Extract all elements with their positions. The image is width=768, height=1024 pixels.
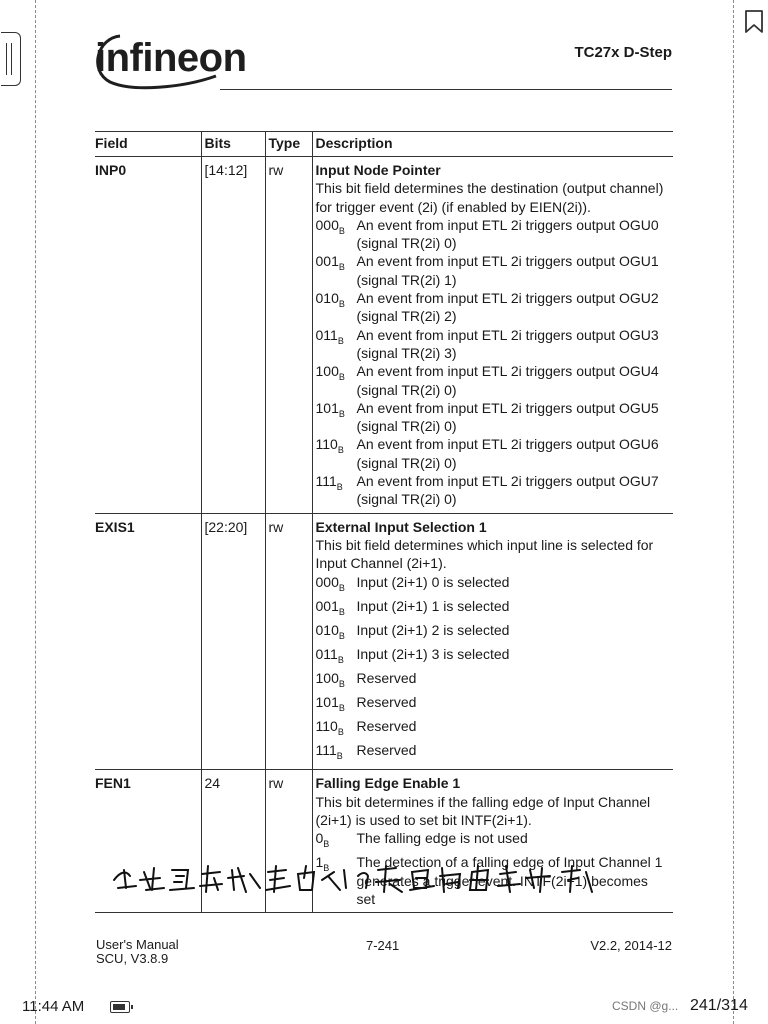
option-item [316, 741, 671, 765]
option-code-value: 1 [315, 854, 324, 871]
field-name-cell: FEN1 [95, 770, 201, 913]
document-title: TC27x D-Step [574, 44, 672, 61]
option-code [316, 435, 357, 472]
description-text: This bit field determines which input line is selected for Input Channel (2i+1). [315, 536, 654, 572]
table-row [95, 157, 673, 514]
option-item [316, 645, 671, 669]
option-code [316, 621, 357, 645]
option-text: The detection of a falling edge of Input Channel 1 generates a trigger event. INTF(2i+1) becomes set [356, 854, 663, 907]
description-text: This bit field determines the destination (output channel) for trigger event (2i) (if enabled by EIEN(2i)). [315, 180, 664, 215]
option-code-value: 101 [315, 399, 339, 416]
option-code-value: 001 [315, 597, 339, 614]
status-time: 11:44 AM [22, 998, 85, 1015]
option-code-value: 010 [315, 621, 339, 638]
option-code-radix: B [338, 582, 345, 593]
option-code-value: 001 [315, 253, 339, 270]
option-item [316, 435, 671, 472]
option-code [316, 741, 357, 765]
option-code-radix: B [337, 654, 344, 665]
option-text: The falling edge is not used [356, 830, 528, 847]
option-code-radix: B [338, 606, 345, 617]
col-header-bits: Bits [201, 132, 265, 157]
header-divider [220, 89, 672, 90]
footer-page-number: 7-241 [366, 938, 400, 953]
col-header-type: Type [265, 132, 312, 157]
page-counter[interactable]: 241/314 [690, 997, 748, 1014]
option-code-radix: B [338, 372, 345, 383]
option-code-value: 100 [315, 363, 339, 380]
option-code-radix: B [338, 225, 345, 236]
option-text: Input (2i+1) 3 is selected [356, 645, 510, 662]
description-text: This bit determines if the falling edge of Input Channel (2i+1) is used to set bit INTF(2i+1). [315, 793, 651, 828]
option-code-radix: B [338, 262, 345, 273]
option-text: An event from input ETL 2i triggers output OGU3 (signal TR(2i) 3) [356, 326, 659, 361]
option-code-value: 011 [315, 326, 338, 343]
option-code-value: 011 [315, 645, 338, 662]
bits-cell: [22:20] [201, 513, 265, 770]
option-code-radix: B [323, 863, 330, 874]
option-code [316, 693, 357, 717]
option-code [316, 399, 357, 436]
company-logo: infineon [95, 36, 247, 80]
option-code-value: 000 [315, 216, 339, 233]
footer-module: SCU, V3.8.9 [96, 951, 169, 966]
option-code-radix: B [336, 750, 343, 761]
option-item [316, 252, 671, 289]
option-code [316, 362, 357, 399]
option-code-value: 0 [315, 830, 324, 847]
description-title: Falling Edge Enable 1 [315, 775, 461, 792]
option-item [316, 399, 671, 436]
field-name-cell: EXIS1 [95, 513, 201, 770]
type-cell: rw [265, 770, 312, 913]
page-margin-right [733, 0, 734, 1024]
option-item [316, 472, 671, 509]
option-code-radix: B [338, 702, 345, 713]
option-code-value: 101 [315, 694, 339, 710]
option-text: An event from input ETL 2i triggers output OGU2 (signal TR(2i) 2) [356, 290, 659, 325]
option-text: Reserved [356, 694, 417, 710]
option-code [316, 216, 357, 253]
option-code-radix: B [338, 408, 345, 419]
description-title: Input Node Pointer [315, 162, 441, 178]
option-item [316, 669, 671, 693]
option-text: Input (2i+1) 2 is selected [356, 621, 510, 638]
option-code [316, 252, 357, 289]
option-code-value: 111 [315, 473, 337, 490]
option-code [316, 717, 357, 741]
option-text: Input (2i+1) 0 is selected [356, 573, 510, 590]
footer-manual: User's Manual [96, 937, 179, 952]
option-code-radix: B [338, 298, 345, 309]
watermark: CSDN @g... [612, 999, 679, 1013]
option-item [316, 597, 671, 621]
bookmark-icon[interactable] [744, 10, 764, 39]
battery-icon [110, 1001, 130, 1013]
field-name-cell: INP0 [95, 157, 201, 514]
option-code-value: 100 [315, 669, 339, 686]
option-item [316, 717, 671, 741]
option-text: An event from input ETL 2i triggers output OGU5 (signal TR(2i) 0) [356, 399, 659, 435]
option-code-value: 110 [315, 718, 338, 735]
option-code-radix: B [338, 678, 345, 689]
option-text: Input (2i+1) 1 is selected [356, 597, 510, 614]
option-item [316, 362, 671, 399]
description-cell [312, 157, 673, 514]
option-text: An event from input ETL 2i triggers output OGU6 (signal TR(2i) 0) [356, 436, 659, 471]
type-cell: rw [265, 157, 312, 514]
bits-cell: [14:12] [201, 157, 265, 514]
option-item [316, 216, 671, 253]
option-code [316, 289, 357, 326]
option-code [316, 597, 357, 621]
table-header-row [95, 132, 673, 157]
option-code-value: 110 [315, 436, 338, 453]
page-margin-left [35, 0, 36, 1024]
option-code-radix: B [337, 335, 344, 346]
option-text: An event from input ETL 2i triggers output OGU7 (signal TR(2i) 0) [356, 473, 659, 508]
option-code [316, 669, 357, 693]
option-code [316, 326, 357, 363]
option-item [316, 829, 671, 853]
description-cell [312, 513, 673, 770]
option-text: Reserved [356, 742, 417, 759]
option-code-radix: B [337, 726, 344, 737]
table-row [95, 513, 673, 770]
option-item [316, 573, 671, 597]
option-code [316, 472, 357, 509]
option-code [316, 645, 357, 669]
option-item [316, 693, 671, 717]
description-title: External Input Selection 1 [315, 518, 487, 535]
option-code-radix: B [336, 481, 343, 492]
type-cell: rw [265, 513, 312, 770]
option-code [316, 829, 357, 853]
option-code [316, 573, 357, 597]
option-item [316, 289, 671, 326]
option-text: An event from input ETL 2i triggers output OGU1 (signal TR(2i) 1) [356, 253, 659, 288]
option-code-value: 010 [315, 290, 339, 307]
option-text: Reserved [356, 669, 417, 686]
col-header-description: Description [312, 132, 673, 157]
bits-cell: 24 [201, 770, 265, 913]
option-text: An event from input ETL 2i triggers output OGU0 (signal TR(2i) 0) [356, 216, 659, 252]
handwritten-note [110, 858, 600, 898]
option-code-radix: B [337, 445, 344, 456]
option-item [316, 621, 671, 645]
option-text: Reserved [356, 718, 417, 735]
menu-handle[interactable] [1, 32, 21, 86]
option-code-radix: B [323, 838, 330, 849]
option-text: An event from input ETL 2i triggers output OGU4 (signal TR(2i) 0) [356, 363, 659, 398]
register-field-table [95, 131, 673, 913]
option-item [316, 326, 671, 363]
footer-version: V2.2, 2014-12 [590, 938, 672, 953]
col-header-field: Field [95, 132, 201, 157]
footer-left [96, 938, 179, 966]
option-code-value: 000 [315, 573, 339, 590]
option-code-value: 111 [315, 742, 337, 759]
option-code-radix: B [338, 630, 345, 641]
